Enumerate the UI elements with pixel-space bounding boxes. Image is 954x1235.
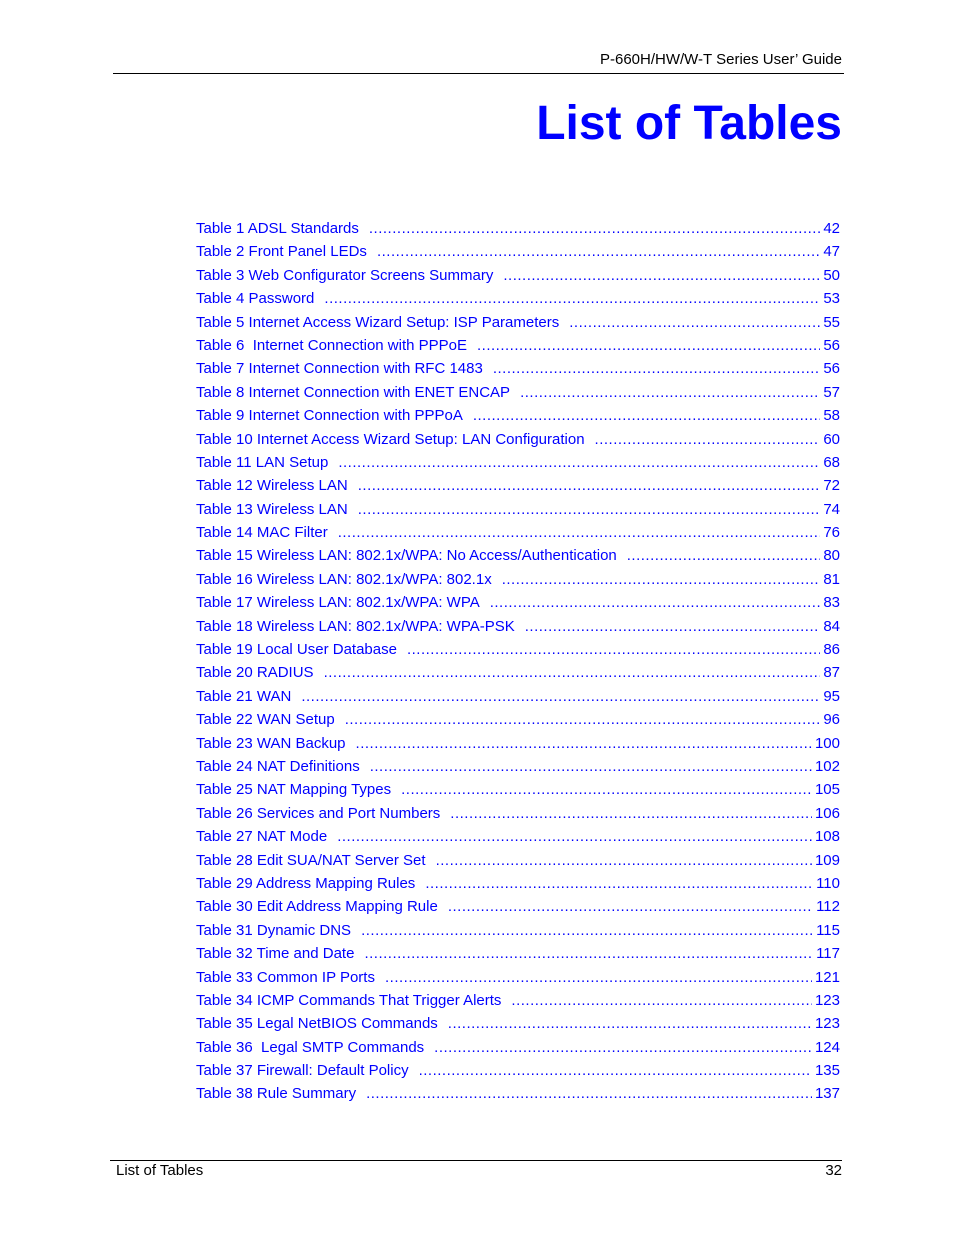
- toc-entry-link[interactable]: [196, 732, 840, 755]
- toc-entry-link[interactable]: [196, 989, 840, 1012]
- toc-entry-link[interactable]: [196, 357, 840, 380]
- toc-dot-leader: [356, 732, 812, 755]
- toc-entry-label: Table 37 Firewall: Default Policy: [196, 1062, 409, 1080]
- toc-entry-link[interactable]: [196, 942, 840, 965]
- toc-entry-label: Table 35 Legal NetBIOS Commands: [196, 1015, 438, 1033]
- toc-dot-leader: [511, 989, 812, 1012]
- toc-entry-page-number: 117: [816, 945, 840, 963]
- toc-dot-leader: [434, 1036, 812, 1059]
- toc-entry-label: Table 6 Internet Connection with PPPoE: [196, 336, 467, 354]
- toc-entry-link[interactable]: [196, 638, 840, 661]
- toc-entry-page-number: 110: [816, 874, 840, 892]
- toc-entry-link[interactable]: [196, 1059, 840, 1082]
- toc-entry-link[interactable]: [196, 451, 840, 474]
- toc-dot-leader: [419, 1059, 812, 1082]
- toc-dot-leader: [448, 1012, 812, 1035]
- toc-entry-link[interactable]: [196, 755, 840, 778]
- toc-dot-leader: [448, 895, 813, 918]
- toc-entry-label: Table 9 Internet Connection with PPPoA: [196, 407, 463, 425]
- toc-entry-label: Table 34 ICMP Commands That Trigger Alerts: [196, 991, 502, 1009]
- footer-section-name: List of Tables: [116, 1162, 204, 1179]
- toc-entry-page-number: 123: [814, 991, 840, 1009]
- toc-dot-leader: [385, 966, 812, 989]
- toc-entry-page-number: 96: [823, 711, 840, 729]
- toc-entry-link[interactable]: [196, 568, 840, 591]
- toc-entry-page-number: 95: [823, 687, 840, 705]
- toc-entry-page-number: 86: [823, 641, 840, 659]
- header-divider: [113, 73, 844, 74]
- toc-entry-label: Table 4 Password: [196, 290, 315, 308]
- toc-entry-label: Table 18 Wireless LAN: 802.1x/WPA: WPA-PSK: [196, 617, 515, 635]
- toc-dot-leader: [502, 568, 821, 591]
- toc-entry-label: Table 27 NAT Mode: [196, 828, 328, 846]
- toc-entry-link[interactable]: [196, 287, 840, 310]
- toc-entry-label: Table 19 Local User Database: [196, 641, 397, 659]
- toc-dot-leader: [450, 802, 812, 825]
- toc-entry-link[interactable]: [196, 1012, 840, 1035]
- toc-entry-label: Table 7 Internet Connection with RFC 1483: [196, 360, 483, 378]
- toc-entry-label: Table 23 WAN Backup: [196, 734, 346, 752]
- toc-entry-label: Table 10 Internet Access Wizard Setup: LAN Configuration: [196, 430, 585, 448]
- toc-dot-leader: [338, 521, 821, 544]
- toc-entry-page-number: 105: [814, 781, 840, 799]
- toc-dot-leader: [520, 381, 820, 404]
- toc-entry-link[interactable]: [196, 1036, 840, 1059]
- toc-entry-link[interactable]: [196, 591, 840, 614]
- toc-entry-link[interactable]: [196, 334, 840, 357]
- toc-entry-page-number: 106: [814, 804, 840, 822]
- toc-entry-page-number: 100: [814, 734, 840, 752]
- toc-dot-leader: [361, 919, 813, 942]
- toc-entry-label: Table 26 Services and Port Numbers: [196, 804, 441, 822]
- toc-entry-link[interactable]: [196, 919, 840, 942]
- toc-dot-leader: [358, 474, 821, 497]
- toc-entry-label: Table 30 Edit Address Mapping Rule: [196, 898, 438, 916]
- toc-dot-leader: [338, 451, 820, 474]
- toc-entry-link[interactable]: [196, 544, 840, 567]
- toc-entry-page-number: 102: [814, 757, 840, 775]
- toc-entry-link[interactable]: [196, 849, 840, 872]
- toc-entry-link[interactable]: [196, 1082, 840, 1105]
- toc-entry-page-number: 55: [823, 313, 840, 331]
- toc-entry-page-number: 60: [823, 430, 840, 448]
- toc-entry-page-number: 87: [823, 664, 840, 682]
- toc-entry-link[interactable]: [196, 825, 840, 848]
- toc-entry-link[interactable]: [196, 966, 840, 989]
- toc-entry-page-number: 53: [823, 290, 840, 308]
- toc-entry-page-number: 123: [814, 1015, 840, 1033]
- toc-entry-link[interactable]: [196, 895, 840, 918]
- toc-dot-leader: [358, 498, 821, 521]
- toc-entry-page-number: 72: [823, 477, 840, 495]
- toc-dot-leader: [345, 708, 821, 731]
- toc-entry-label: Table 36 Legal SMTP Commands: [196, 1038, 425, 1056]
- toc-entry-link[interactable]: [196, 381, 840, 404]
- toc-entry-link[interactable]: [196, 708, 840, 731]
- toc-dot-leader: [569, 311, 820, 334]
- toc-entry-label: Table 17 Wireless LAN: 802.1x/WPA: WPA: [196, 594, 480, 612]
- toc-entry-page-number: 42: [823, 220, 840, 237]
- toc-entry-label: Table 16 Wireless LAN: 802.1x/WPA: 802.1x: [196, 570, 492, 588]
- toc-dot-leader: [503, 264, 820, 287]
- toc-entry-page-number: 56: [823, 336, 840, 354]
- toc-entry-page-number: 109: [814, 851, 840, 869]
- toc-entry-page-number: 115: [816, 921, 840, 939]
- toc-entry-link[interactable]: [196, 661, 840, 684]
- toc-entry-page-number: 80: [823, 547, 840, 565]
- toc-entry-page-number: 84: [823, 617, 840, 635]
- toc-dot-leader: [493, 357, 820, 380]
- toc-entry-link[interactable]: [196, 217, 840, 240]
- toc-entry-label: Table 33 Common IP Ports: [196, 968, 375, 986]
- toc-entry-page-number: 83: [823, 594, 840, 612]
- toc-entry-page-number: 135: [814, 1062, 840, 1080]
- toc-entry-label: Table 14 MAC Filter: [196, 524, 328, 542]
- toc-entry-label: Table 1 ADSL Standards: [196, 220, 359, 237]
- toc-entry-link[interactable]: [196, 240, 840, 263]
- toc-entry-label: Table 12 Wireless LAN: [196, 477, 348, 495]
- toc-entry-label: Table 20 RADIUS: [196, 664, 314, 682]
- toc-entry-page-number: 108: [814, 828, 840, 846]
- toc-dot-leader: [337, 825, 812, 848]
- toc-entry-label: Table 13 Wireless LAN: [196, 500, 348, 518]
- toc-dot-leader: [477, 334, 820, 357]
- toc-entry-page-number: 121: [814, 968, 840, 986]
- toc-dot-leader: [301, 685, 820, 708]
- toc-entry-link[interactable]: [196, 311, 840, 334]
- toc-entry-link[interactable]: [196, 872, 840, 895]
- toc-dot-leader: [407, 638, 820, 661]
- toc-entry-label: Table 8 Internet Connection with ENET ENCAP: [196, 383, 511, 401]
- toc-dot-leader: [490, 591, 821, 614]
- toc-entry-page-number: 58: [823, 407, 840, 425]
- toc-entry-label: Table 31 Dynamic DNS: [196, 921, 352, 939]
- toc-dot-leader: [324, 661, 821, 684]
- toc-entry-page-number: 137: [814, 1085, 840, 1103]
- toc-dot-leader: [377, 240, 820, 263]
- toc-entry-page-number: 68: [823, 453, 840, 471]
- toc-entry-label: Table 22 WAN Setup: [196, 711, 335, 729]
- toc-entry-page-number: 112: [816, 898, 840, 916]
- toc-entry-label: Table 32 Time and Date: [196, 945, 355, 963]
- toc-entry-link[interactable]: [196, 474, 840, 497]
- toc-dot-leader: [627, 544, 821, 567]
- toc-dot-leader: [370, 755, 812, 778]
- toc-entry-link[interactable]: [196, 404, 840, 427]
- toc-entry-label: Table 2 Front Panel LEDs: [196, 243, 367, 261]
- toc-dot-leader: [473, 404, 820, 427]
- toc-entry-link[interactable]: [196, 521, 840, 544]
- toc-entry-link[interactable]: [196, 615, 840, 638]
- toc-entry-link[interactable]: [196, 264, 840, 287]
- toc-entry-link[interactable]: [196, 498, 840, 521]
- toc-entry-label: Table 25 NAT Mapping Types: [196, 781, 392, 799]
- toc-entry-link[interactable]: [196, 428, 840, 451]
- toc-entry-page-number: 74: [823, 500, 840, 518]
- toc-entry-label: Table 24 NAT Definitions: [196, 757, 360, 775]
- toc-entry-label: Table 15 Wireless LAN: 802.1x/WPA: No Access/Authentication: [196, 547, 617, 565]
- toc-dot-leader: [364, 942, 813, 965]
- toc-dot-leader: [401, 778, 812, 801]
- toc-dot-leader: [425, 872, 813, 895]
- toc-entry-page-number: 81: [823, 570, 840, 588]
- toc-dot-leader: [324, 287, 820, 310]
- table-of-tables: [196, 217, 840, 1106]
- toc-dot-leader: [595, 428, 821, 451]
- toc-entry-link[interactable]: [196, 685, 840, 708]
- toc-entry-label: Table 28 Edit SUA/NAT Server Set: [196, 851, 426, 869]
- toc-dot-leader: [436, 849, 812, 872]
- toc-dot-leader: [369, 217, 820, 240]
- footer-divider: [110, 1160, 842, 1161]
- toc-entry-page-number: 57: [823, 383, 840, 401]
- page-title: List of Tables: [536, 97, 842, 150]
- toc-dot-leader: [366, 1082, 812, 1105]
- toc-entry-page-number: 124: [814, 1038, 840, 1056]
- toc-entry-page-number: 47: [823, 243, 840, 261]
- toc-entry-label: Table 5 Internet Access Wizard Setup: ISP Parameters: [196, 313, 560, 331]
- toc-entry-label: Table 38 Rule Summary: [196, 1085, 357, 1103]
- toc-entry-page-number: 50: [823, 266, 840, 284]
- toc-entry-label: Table 11 LAN Setup: [196, 453, 329, 471]
- guide-title: P-660H/HW/W-T Series User’ Guide: [599, 51, 842, 68]
- toc-entry-link[interactable]: [196, 778, 840, 801]
- toc-entry-label: Table 3 Web Configurator Screens Summary: [196, 266, 494, 284]
- toc-dot-leader: [525, 615, 821, 638]
- toc-entry-page-number: 56: [823, 360, 840, 378]
- toc-entry-page-number: 76: [823, 524, 840, 542]
- footer-page-number: 32: [825, 1162, 842, 1179]
- toc-entry-label: Table 21 WAN: [196, 687, 292, 705]
- toc-entry-link[interactable]: [196, 802, 840, 825]
- toc-entry-label: Table 29 Address Mapping Rules: [196, 874, 416, 892]
